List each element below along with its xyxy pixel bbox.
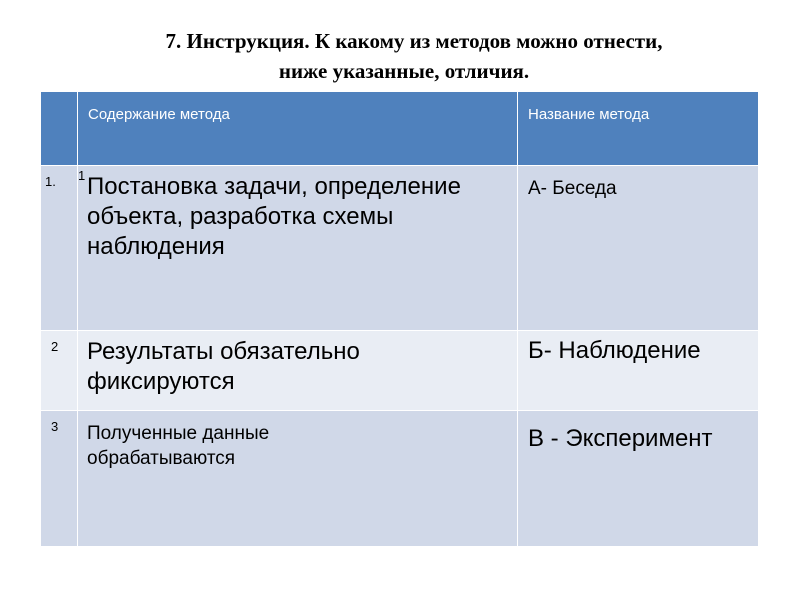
table-row (41, 330, 759, 410)
row-content: Полученные данные обрабатываются (87, 422, 270, 469)
header-name: Название метода (518, 92, 759, 166)
header-number (41, 92, 78, 166)
row-number: 1. (45, 174, 56, 190)
table-row (41, 410, 759, 546)
row-name-cell (518, 330, 759, 410)
row-number-cell (41, 166, 78, 330)
row-content-cell (78, 410, 518, 546)
slide-title (0, 26, 800, 86)
row-number: 3 (51, 418, 59, 434)
table-header-row (41, 92, 759, 166)
methods-table (40, 91, 759, 547)
row-number-cell (41, 410, 78, 546)
row-name: А- Беседа (528, 178, 617, 200)
title-line-2: ниже указанные, отличия. (278, 59, 530, 83)
table-row (41, 166, 759, 330)
row-name: Б- Наблюдение (528, 336, 701, 364)
row-name-cell (518, 410, 759, 546)
row-number-cell (41, 330, 78, 410)
row-content: Постановка задачи, определение объекта, разработка схемы наблюдения (87, 173, 461, 261)
title-line-1: 7. Инструкция. К какому из методов можно отнести, (165, 29, 663, 53)
row-name-cell (518, 166, 759, 330)
row-content-cell (78, 330, 518, 410)
row-marker: 1 (78, 168, 86, 184)
row-content-cell (78, 166, 518, 330)
header-content: Содержание метода (78, 92, 518, 166)
row-name: В - Эксперимент (528, 424, 713, 452)
row-content: Результаты обязательно фиксируются (87, 337, 360, 395)
row-number: 2 (51, 338, 59, 354)
